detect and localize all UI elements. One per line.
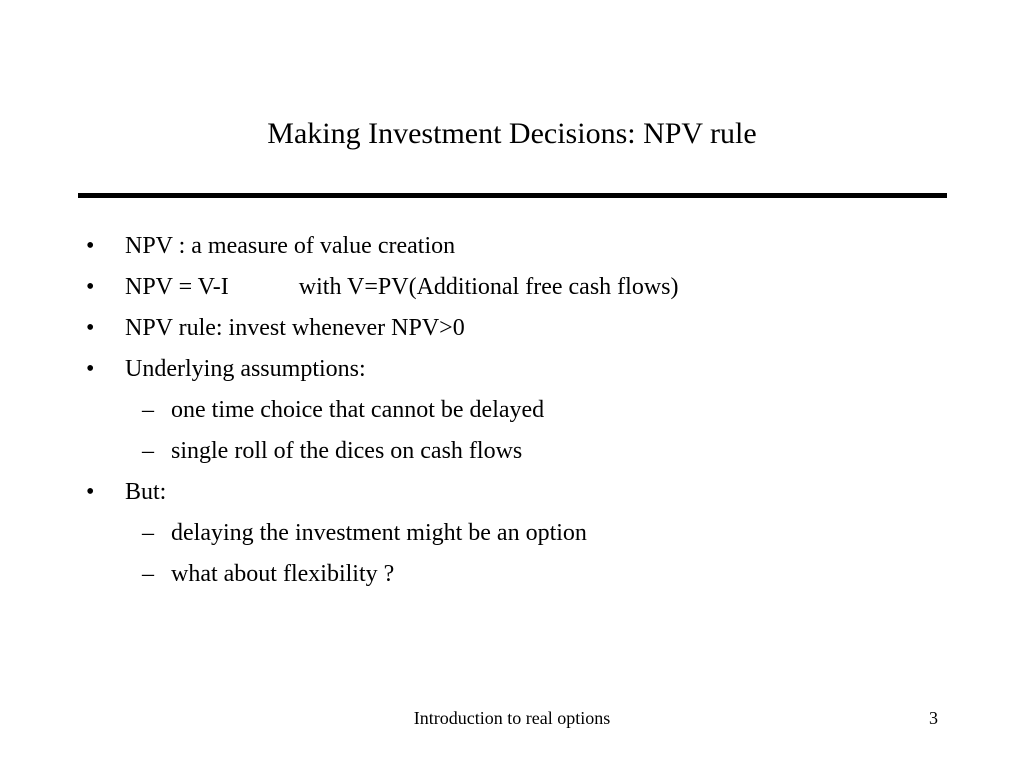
sub-bullet-text: delaying the investment might be an option xyxy=(171,520,587,546)
bullet-item xyxy=(0,267,1024,308)
bullet-marker: • xyxy=(86,479,95,505)
bullet-text-right: with V=PV(Additional free cash flows) xyxy=(298,274,679,300)
bullet-item xyxy=(0,349,1024,390)
bullet-item xyxy=(0,308,1024,349)
footer-title: Introduction to real options xyxy=(413,708,611,728)
bullet-text: But: xyxy=(125,479,167,505)
bullet-text-left: NPV = V-I xyxy=(125,274,229,300)
bullet-marker: • xyxy=(86,274,95,300)
sub-bullet-marker: – xyxy=(142,561,154,587)
bullet-item xyxy=(0,226,1024,267)
sub-bullet-item xyxy=(0,390,1024,431)
slide-title: Making Investment Decisions: NPV rule xyxy=(267,117,757,150)
sub-bullet-text: one time choice that cannot be delayed xyxy=(171,397,545,423)
sub-bullet-item xyxy=(0,513,1024,554)
sub-bullet-marker: – xyxy=(142,520,154,546)
title-divider xyxy=(78,193,947,198)
bullet-list xyxy=(0,226,1024,595)
sub-bullet-marker: – xyxy=(142,438,154,464)
bullet-text xyxy=(125,267,678,307)
sub-bullet-text: single roll of the dices on cash flows xyxy=(171,438,523,464)
bullet-text: NPV rule: invest whenever NPV>0 xyxy=(125,315,465,341)
bullet-marker: • xyxy=(86,315,95,341)
bullet-marker: • xyxy=(86,233,95,259)
sub-bullet-text: what about flexibility ? xyxy=(171,561,395,587)
sub-bullet-item xyxy=(0,554,1024,595)
sub-bullet-marker: – xyxy=(142,397,154,423)
page-number: 3 xyxy=(929,708,938,728)
sub-bullet-item xyxy=(0,431,1024,472)
bullet-marker: • xyxy=(86,356,95,382)
bullet-text: NPV : a measure of value creation xyxy=(125,233,456,259)
bullet-text: Underlying assumptions: xyxy=(125,356,366,382)
bullet-item xyxy=(0,472,1024,513)
